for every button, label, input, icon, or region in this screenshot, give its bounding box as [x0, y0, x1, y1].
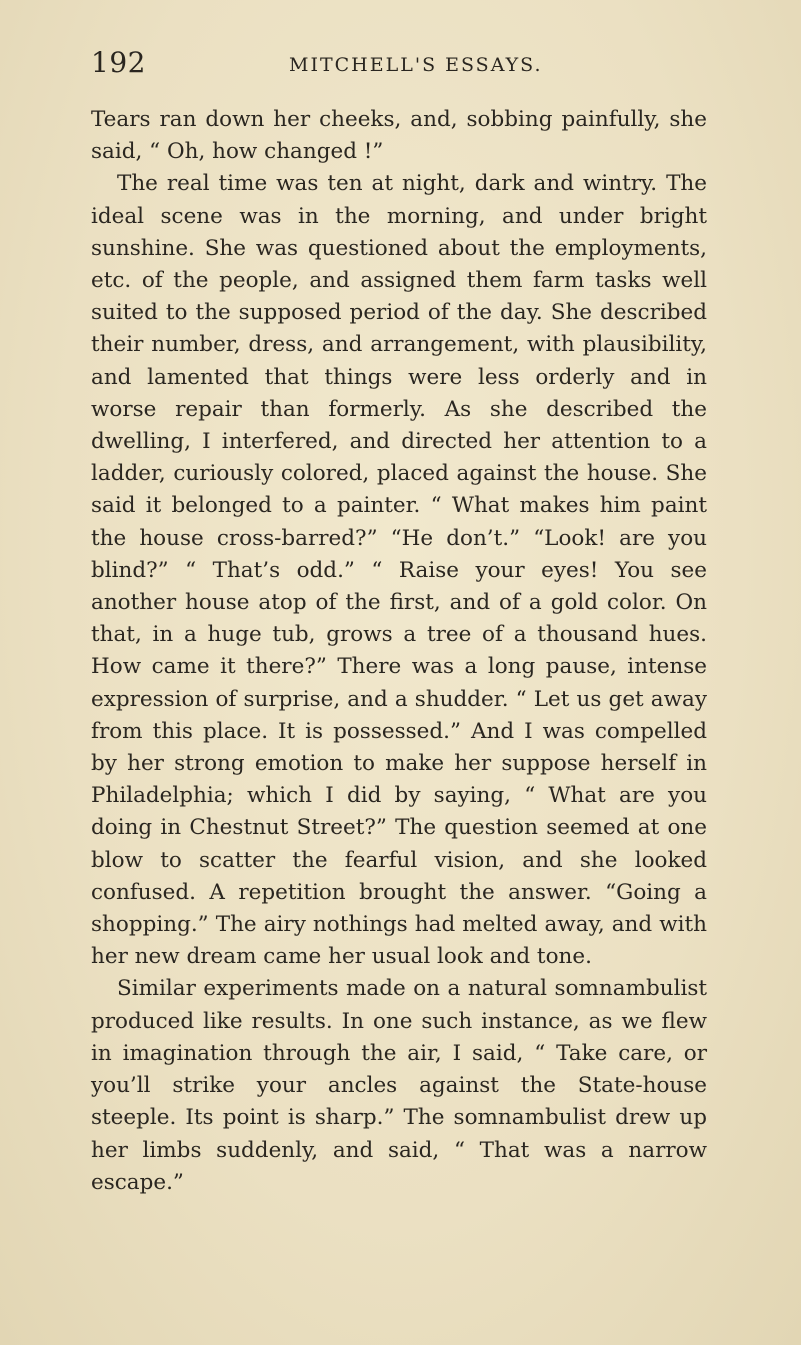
- paragraph: Tears ran down her cheeks, and, sobbing painfully, she said, “ Oh, how changed !”: [91, 107, 707, 165]
- page-header: [91, 46, 711, 86]
- paragraph: The real time was ten at night, dark and wintry. The ideal scene was in the morning, and under bright sunshine. She was questioned about the employments, etc. of the people, and assigned them farm tasks well suited to the supposed period of the day. She described their number, dress, and arrangement, with plausibility, and lamented that things were less orderly and in worse repair than formerly. As she described the dwelling, I interfered, and directed her attention to a ladder, curiously colored, placed against the house. She said it belonged to a painter. “ What makes him paint the house cross-barred?” “He don’t.” “Look! are you blind?” “ That’s odd.” “ Raise your eyes! You see another house atop of the first, and of a gold color. On that, in a huge tub, grows a tree of a thousand hues. How came it there?” There was a long pause, intense expression of surprise, and a shudder. “ Let us get away from this place. It is possessed.” And I was compelled by her strong emotion to make her suppose herself in Philadelphia; which I did by saying, “ What are you doing in Chestnut Street?” The question seemed at one blow to scatter the fearful vision, and she looked confused. A repetition brought the answer. “Going a shopping.” The airy nothings had melted away, and with her new dream came her usual look and tone.: [91, 171, 707, 970]
- body-text: [91, 104, 707, 1199]
- page-number: 192: [91, 46, 146, 79]
- running-head: MITCHELL'S ESSAYS.: [289, 54, 543, 76]
- paragraph: Similar experiments made on a natural somnambulist produced like results. In one such instance, as we flew in imagination through the air, I said, “ Take care, or you’ll strike your ancles against the State-house steeple. Its point is sharp.” The somnambulist drew up her limbs suddenly, and said, “ That was a narrow escape.”: [91, 976, 707, 1195]
